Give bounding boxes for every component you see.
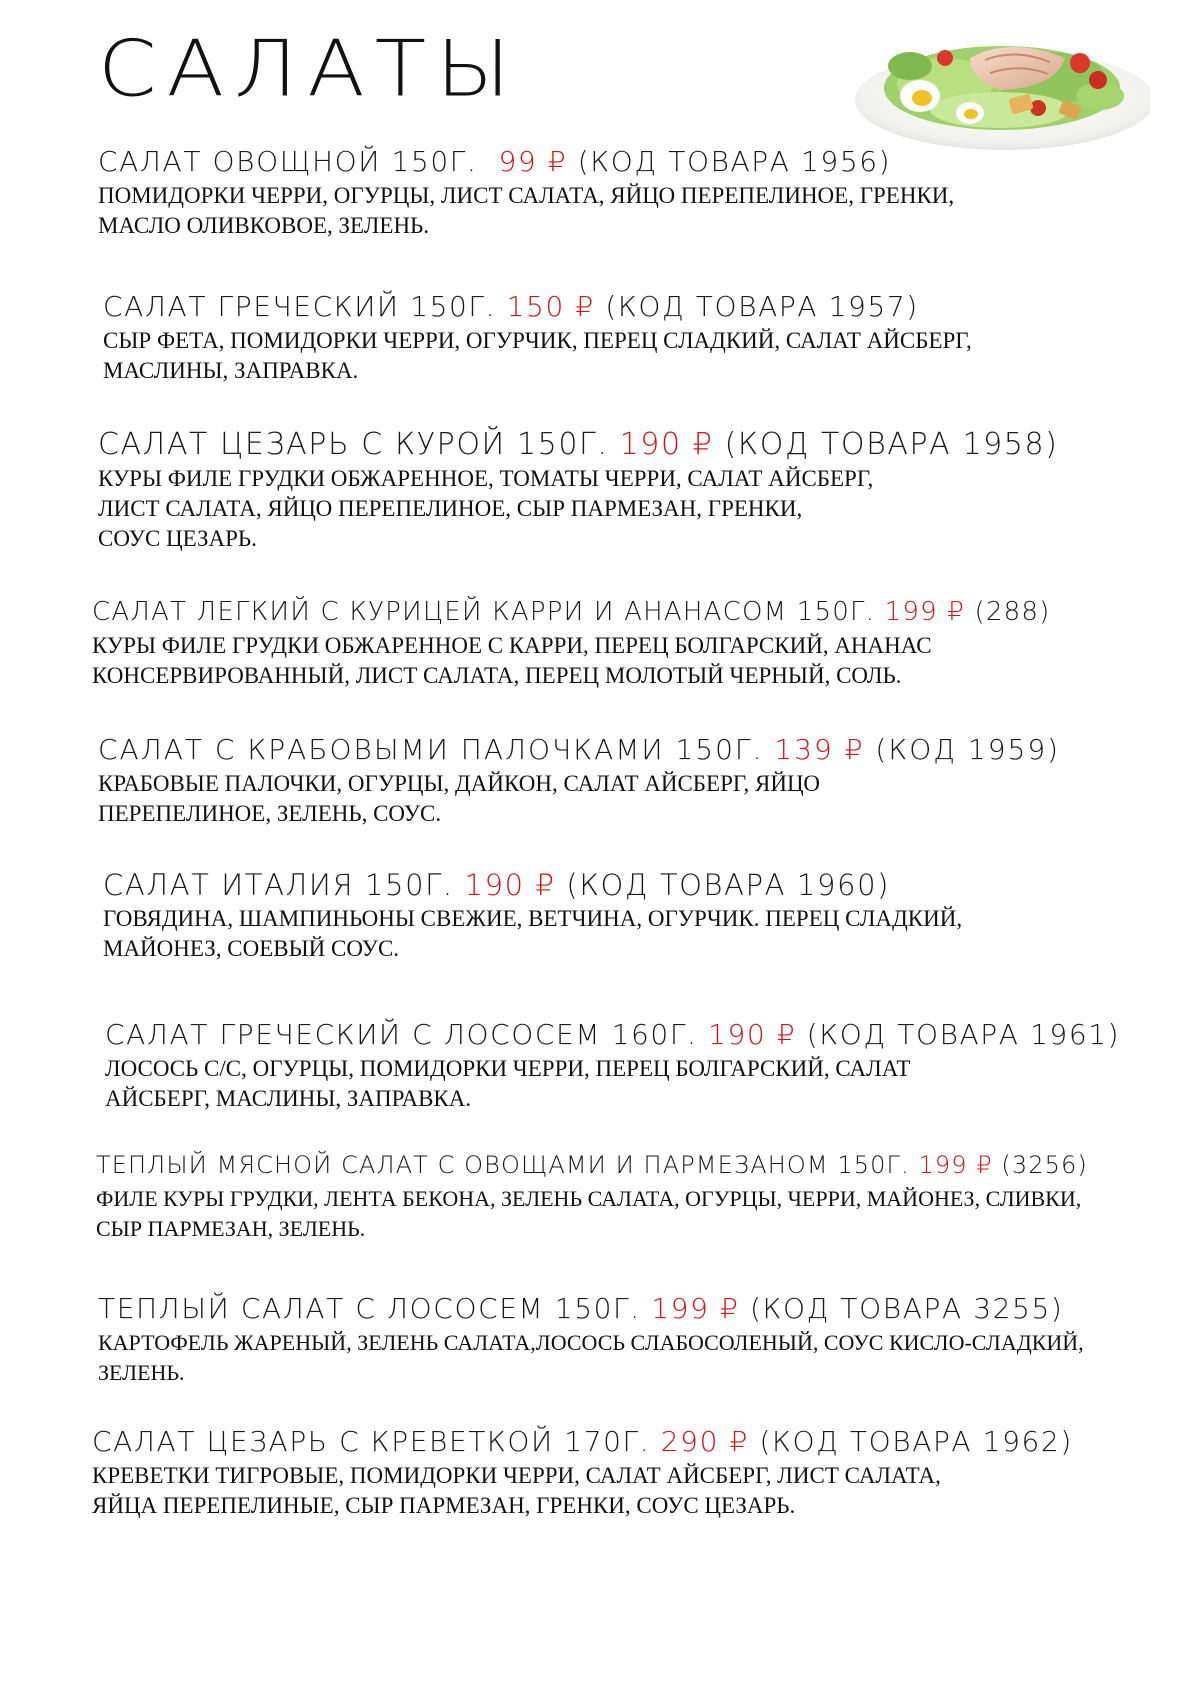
item-code: (КОД ТОВАРА 1957): [605, 290, 919, 323]
menu-item: [0, 868, 1200, 964]
item-description: СЫР ФЕТА, ПОМИДОРКИ ЧЕРРИ, ОГУРЧИК, ПЕРЕЦ СЛАДКИЙ, САЛАТ АЙСБЕРГ, МАСЛИНЫ, ЗАПРАВКА.: [103, 328, 972, 383]
menu-item: [0, 1148, 1200, 1244]
item-name: САЛАТ ГРЕЧЕСКИЙ С ЛОСОСЕМ 160Г.: [105, 1018, 698, 1051]
menu-item: [0, 290, 1200, 386]
item-code: (КОД 1959): [875, 733, 1061, 766]
item-name: САЛАТ С КРАБОВЫМИ ПАЛОЧКАМИ 150Г.: [98, 733, 764, 766]
item-header: [103, 868, 1200, 902]
item-code: (КОД ТОВАРА 3255): [749, 1292, 1064, 1325]
item-header: [98, 733, 1200, 767]
item-price: 99 ₽: [498, 145, 568, 178]
item-price: 150 ₽: [506, 290, 595, 323]
item-price: 190 ₽: [619, 427, 714, 462]
item-name: САЛАТ ЦЕЗАРЬ С КРЕВЕТКОЙ 170Г.: [92, 1425, 651, 1458]
item-header: [98, 145, 1200, 179]
item-code: (КОД ТОВАРА 1961): [806, 1018, 1121, 1051]
item-code: (КОД ТОВАРА 1962): [759, 1425, 1073, 1458]
item-name: САЛАТ ОВОЩНОЙ 150Г.: [98, 145, 478, 178]
item-name: ТЕПЛЫЙ САЛАТ С ЛОСОСЕМ 150Г.: [98, 1292, 641, 1325]
item-code: (КОД ТОВАРА 1960): [566, 868, 891, 902]
item-price: 199 ₽: [884, 597, 966, 627]
item-header: [98, 428, 1200, 462]
page-title: САЛАТЫ: [98, 23, 521, 114]
item-description: КУРЫ ФИЛЕ ГРУДКИ ОБЖАРЕННОЕ, ТОМАТЫ ЧЕРРИ, САЛАТ АЙСБЕРГ, ЛИСТ САЛАТА, ЯЙЦО ПЕРЕПЕЛИНОЕ, СЫР ПАРМЕЗАН, ГРЕНКИ, СОУС ЦЕЗАРЬ.: [98, 466, 874, 551]
item-header: [98, 1292, 1200, 1326]
item-description: КРАБОВЫЕ ПАЛОЧКИ, ОГУРЦЫ, ДАЙКОН, САЛАТ АЙСБЕРГ, ЯЙЦО ПЕРЕПЕЛИНОЕ, ЗЕЛЕНЬ, СОУС.: [98, 771, 820, 826]
item-description: ЛОСОСЬ С/С, ОГУРЦЫ, ПОМИДОРКИ ЧЕРРИ, ПЕРЕЦ БОЛГАРСКИЙ, САЛАТ АЙСБЕРГ, МАСЛИНЫ, ЗАПРАВКА.: [105, 1056, 911, 1111]
item-description: ГОВЯДИНА, ШАМПИНЬОНЫ СВЕЖИЕ, ВЕТЧИНА, ОГУРЧИК. ПЕРЕЦ СЛАДКИЙ, МАЙОНЕЗ, СОЕВЫЙ СОУС.: [103, 906, 963, 961]
item-price: 190 ₽: [708, 1018, 797, 1051]
item-price: 139 ₽: [774, 733, 865, 766]
item-code: (288): [974, 597, 1051, 627]
item-header: [96, 1148, 1200, 1182]
item-description: КРЕВЕТКИ ТИГРОВЫЕ, ПОМИДОРКИ ЧЕРРИ, САЛАТ АЙСБЕРГ, ЛИСТ САЛАТА, ЯЙЦА ПЕРЕПЕЛИНЫЕ, СЫР ПАРМЕЗАН, ГРЕНКИ, СОУС ЦЕЗАРЬ.: [92, 1463, 941, 1518]
menu-item: [0, 1425, 1200, 1521]
caesar-salad-photo: [850, 18, 1150, 150]
item-code: (КОД ТОВАРА 1958): [724, 427, 1059, 462]
menu-item: [0, 145, 1200, 241]
menu-item: [0, 733, 1200, 829]
item-price: 290 ₽: [660, 1425, 749, 1458]
item-name: САЛАТ ЛЕГКИЙ С КУРИЦЕЙ КАРРИ И АНАНАСОМ 150Г.: [92, 597, 876, 627]
menu-item: [0, 428, 1200, 554]
item-name: ТЕПЛЫЙ МЯСНОЙ САЛАТ С ОВОЩАМИ И ПАРМЕЗАНОМ 150Г.: [96, 1151, 910, 1179]
item-price: 190 ₽: [464, 868, 556, 902]
menu-item: [0, 1292, 1200, 1388]
item-code: (3256): [1001, 1151, 1088, 1179]
item-description: ФИЛЕ КУРЫ ГРУДКИ, ЛЕНТА БЕКОНА, ЗЕЛЕНЬ САЛАТА, ОГУРЦЫ, ЧЕРРИ, МАЙОНЕЗ, СЛИВКИ, СЫР ПАРМЕЗАН, ЗЕЛЕНЬ.: [96, 1186, 1082, 1241]
item-header: [92, 1425, 1200, 1459]
item-description: ПОМИДОРКИ ЧЕРРИ, ОГУРЦЫ, ЛИСТ САЛАТА, ЯЙЦО ПЕРЕПЕЛИНОЕ, ГРЕНКИ, МАСЛО ОЛИВКОВОЕ, ЗЕЛЕНЬ.: [98, 183, 955, 238]
item-name: САЛАТ ГРЕЧЕСКИЙ 150Г.: [103, 290, 497, 323]
item-price: 199 ₽: [918, 1151, 993, 1179]
item-name: САЛАТ ЦЕЗАРЬ С КУРОЙ 150Г.: [98, 427, 609, 462]
menu-item: [0, 1018, 1200, 1114]
item-code: (КОД ТОВАРА 1956): [577, 145, 892, 178]
item-header: [92, 595, 1200, 629]
item-description: КАРТОФЕЛЬ ЖАРЕНЫЙ, ЗЕЛЕНЬ САЛАТА,ЛОСОСЬ СЛАБОСОЛЕНЫЙ, СОУС КИСЛО-СЛАДКИЙ, ЗЕЛЕНЬ.: [98, 1330, 1084, 1385]
item-name: САЛАТ ИТАЛИЯ 150Г.: [103, 868, 454, 902]
item-price: 199 ₽: [651, 1292, 740, 1325]
item-description: КУРЫ ФИЛЕ ГРУДКИ ОБЖАРЕННОЕ С КАРРИ, ПЕРЕЦ БОЛГАРСКИЙ, АНАНАС КОНСЕРВИРОВАННЫЙ, ЛИСТ САЛАТА, ПЕРЕЦ МОЛОТЫЙ ЧЕРНЫЙ, СОЛЬ.: [92, 633, 932, 688]
item-header: [105, 1018, 1200, 1052]
item-header: [103, 290, 1200, 324]
menu-item: [0, 595, 1200, 691]
